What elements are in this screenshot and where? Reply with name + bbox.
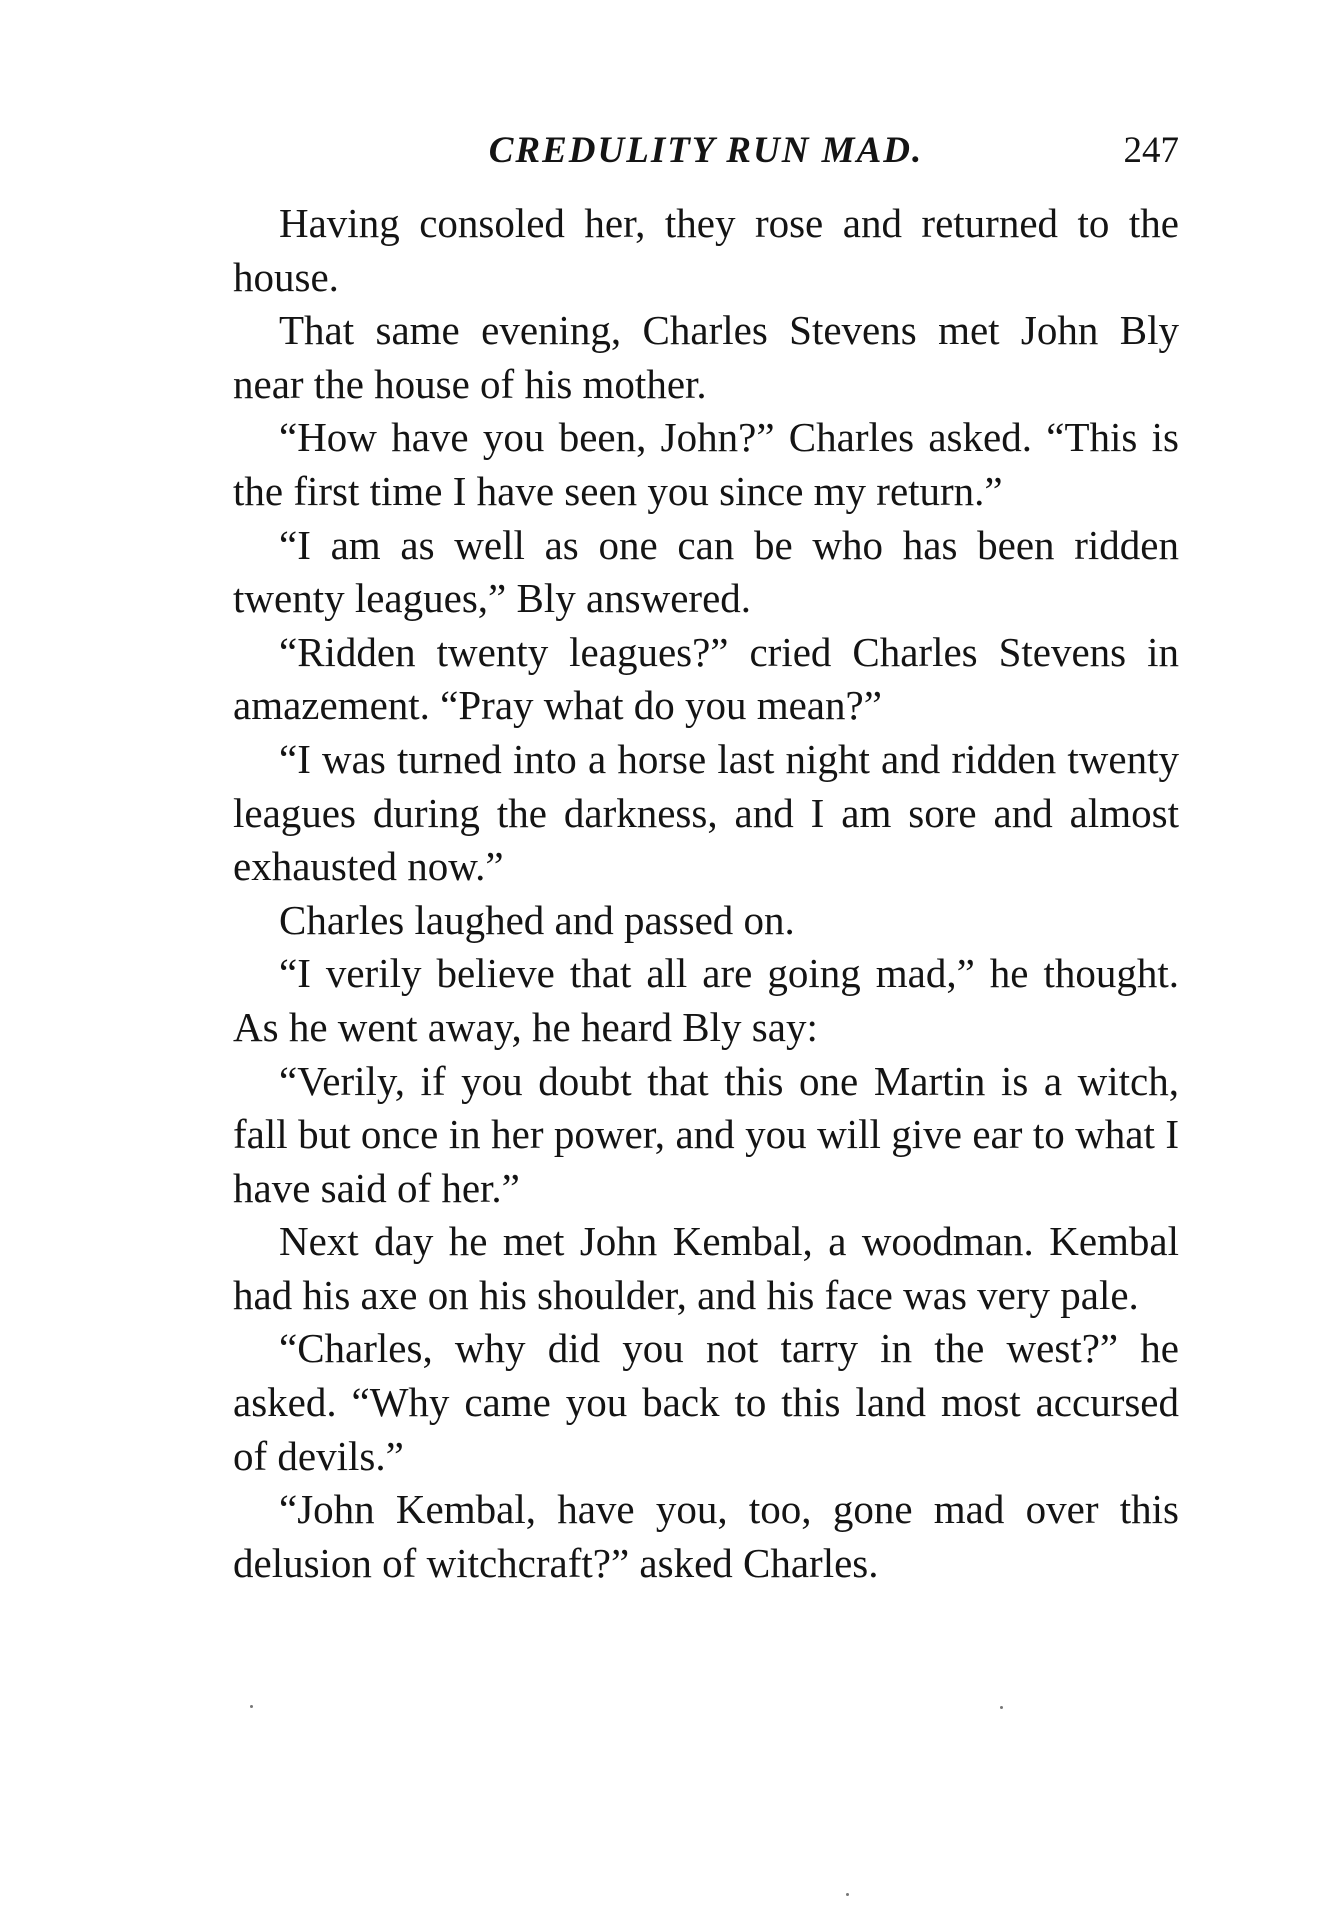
- page-number: 247: [1123, 130, 1179, 171]
- paragraph: “I verily believe that all are going mad,” he thought. As he went away, he heard Bly say:: [233, 950, 1179, 1050]
- paragraph: Next day he met John Kembal, a woodman. Kembal had his axe on his shoulder, and his face was very pale.: [233, 1218, 1179, 1318]
- paragraph: “Ridden twenty leagues?” cried Charles Stevens in amazement. “Pray what do you mean?”: [233, 628, 1179, 729]
- paragraph: “Charles, why did you not tarry in the west?” he asked. “Why came you back to this land most accursed of devils.”: [233, 1325, 1179, 1479]
- running-title: CREDULITY RUN MAD.: [488, 130, 924, 171]
- paragraph: “I was turned into a horse last night and ridden twenty leagues during the darkness, and I am sore and almost exhausted now.”: [233, 735, 1179, 890]
- paragraph: “I am as well as one can be who has been ridden twenty leagues,” Bly answered.: [233, 521, 1179, 622]
- paragraph: Charles laughed and passed on.: [279, 896, 795, 943]
- paragraph: That same evening, Charles Stevens met John Bly near the house of his mother.: [233, 307, 1179, 407]
- paragraph: “Verily, if you doubt that this one Martin is a witch, fall but once in her power, and you will give ear to what I have said of her.”: [233, 1057, 1179, 1211]
- paragraph: “John Kembal, have you, too, gone mad over this delusion of witchcraft?” asked Charles.: [233, 1486, 1179, 1586]
- paper-speck: [846, 1893, 849, 1896]
- paper-speck: [1000, 1706, 1003, 1709]
- paragraph: Having consoled her, they rose and returned to the house.: [233, 200, 1179, 300]
- body-text: [233, 197, 1179, 1590]
- paper-speck: [250, 1705, 253, 1708]
- paragraph: “How have you been, John?” Charles asked. “This is the first time I have seen you since my return.”: [233, 414, 1179, 514]
- running-head: [233, 126, 1179, 176]
